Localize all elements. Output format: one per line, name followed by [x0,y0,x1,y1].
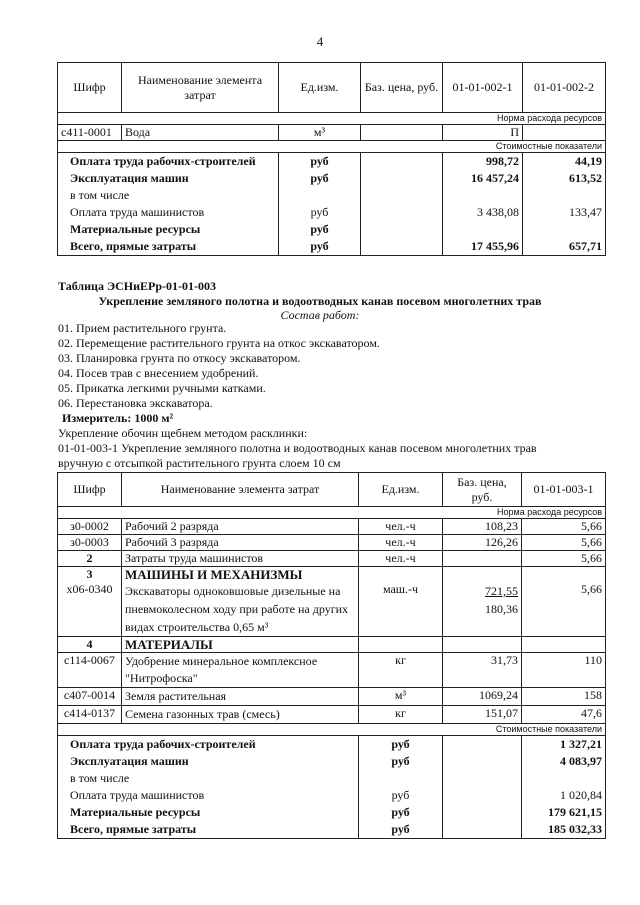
material-code: с414-0137 [58,706,122,724]
description-line-1: Укрепление обочин щебнем методом расклинки: [58,426,308,440]
composition-label: Состав работ: [280,308,360,322]
summary-unit: руб [359,736,443,754]
summary-name: Оплата труда рабочих-строителей [58,736,359,754]
resource-table-2 [57,472,606,839]
material-row [58,653,606,688]
row-name: Рабочий 3 разряда [122,535,359,551]
summary-val-1: 17 455,96 [443,238,523,256]
excavator-name: Экскаваторы одноковшовые дизельные на пневмоколесном ходу при работе на других видах строительства 0,65 м³ [122,582,359,637]
header-col-1: 01-01-003-1 [522,473,606,507]
row-price: 108,23 [443,519,522,535]
cost-label: Стоимостные показатели [58,141,606,153]
material-price: 1069,24 [443,688,522,706]
page-number: 4 [316,34,324,49]
summary-row [58,821,606,839]
material-row [58,688,606,706]
summary-unit: руб [279,170,361,187]
header-price: Баз. цена, руб. [361,63,443,113]
section-subtitle: Укрепление земляного полотна и водоотводных канав посевом многолетних трав [98,294,542,308]
meter-label: Измеритель: 1000 м² [62,411,174,425]
material-unit: м³ [359,688,443,706]
summary-row [58,753,606,770]
header-unit: Ед.изм. [359,473,443,507]
summary-unit: руб [279,153,361,171]
table-row [58,519,606,535]
excavator-unit: маш.-ч [359,582,443,637]
machines-num: 3 [58,567,122,583]
row-val: 5,66 [522,551,606,567]
row-name: Рабочий 2 разряда [122,519,359,535]
row-name: Вода [122,125,279,141]
summary-val-2 [523,221,606,238]
summary-row [58,238,606,256]
resource-table-1 [57,62,606,256]
summary-unit: руб [359,787,443,804]
work-step: 01. Прием растительного грунта. [58,321,227,335]
summary-val-1 [443,221,523,238]
row-unit: м³ [279,125,361,141]
excavator-price-2: 180,36 [485,602,518,616]
row-price [361,125,443,141]
material-unit: кг [359,653,443,688]
summary-row [58,170,606,187]
summary-val-2: 657,71 [523,238,606,256]
summary-val-1: 3 438,08 [443,204,523,221]
work-step: 03. Планировка грунта по откосу экскаватором. [58,351,301,365]
work-step: 05. Прикатка легкими ручными катками. [58,381,266,395]
row-val-2 [523,125,606,141]
material-price: 31,73 [443,653,522,688]
cost-label: Стоимостные показатели [58,724,606,736]
machines-header-row [58,567,606,583]
excavator-code: х06-0340 [58,582,122,637]
row-code: з0-0003 [58,535,122,551]
description-line-2: 01-01-003-1 Укрепление земляного полотна и водоотводных канав посевом многолетних трав [58,441,537,455]
material-val: 47,6 [522,706,606,724]
summary-name: Эксплуатация машин [58,753,359,770]
summary-row [58,804,606,821]
summary-unit: руб [359,821,443,839]
norm-label: Норма расхода ресурсов [58,113,606,125]
summary-name: Оплата труда машинистов [58,787,359,804]
summary-name: Материальные ресурсы [58,804,359,821]
summary-unit [359,770,443,787]
summary-val: 1 020,84 [522,787,606,804]
summary-empty [443,736,522,754]
work-step: 02. Перемещение растительного грунта на откос экскаватором. [58,336,380,350]
materials-title: МАТЕРИАЛЫ [122,637,359,653]
material-code: с114-0067 [58,653,122,688]
header-price: Баз. цена, руб. [443,473,522,507]
summary-name: Всего, прямые затраты [58,821,359,839]
row-code: 2 [58,551,122,567]
material-name: Удобрение минеральное комплексное "Нитрофоска" [122,653,359,688]
summary-row [58,770,606,787]
summary-val-1 [443,187,523,204]
summary-unit: руб [279,238,361,256]
summary-empty [443,787,522,804]
summary-val-2: 44,19 [523,153,606,171]
excavator-val: 5,66 [522,582,606,637]
work-step: 04. Посев трав с внесением удобрений. [58,366,259,380]
summary-row [58,221,606,238]
summary-empty [361,170,443,187]
material-name: Семена газонных трав (смесь) [122,706,359,724]
row-val-1: П [443,125,523,141]
materials-num: 4 [58,637,122,653]
summary-name: Оплата труда машинистов [58,204,279,221]
row-unit: чел.-ч [359,519,443,535]
material-row [58,706,606,724]
row-code: с411-0001 [58,125,122,141]
row-name: Затраты труда машинистов [122,551,359,567]
norm-label: Норма расхода ресурсов [58,507,606,519]
summary-unit: руб [279,204,361,221]
material-val: 110 [522,653,606,688]
summary-name: Оплата труда рабочих-строителей [58,153,279,171]
summary-empty [443,770,522,787]
summary-val: 1 327,21 [522,736,606,754]
header-name: Наименование элемента затрат [122,63,279,113]
summary-unit: руб [359,804,443,821]
summary-val [522,770,606,787]
summary-name: Всего, прямые затраты [58,238,279,256]
excavator-row [58,582,606,637]
summary-empty [443,821,522,839]
summary-val-2 [523,187,606,204]
row-unit: чел.-ч [359,551,443,567]
summary-val: 4 083,97 [522,753,606,770]
material-name: Земля растительная [122,688,359,706]
row-val: 5,66 [522,519,606,535]
summary-empty [361,204,443,221]
summary-empty [443,804,522,821]
summary-val-2: 613,52 [523,170,606,187]
materials-header-row [58,637,606,653]
summary-empty [361,153,443,171]
summary-val-1: 16 457,24 [443,170,523,187]
summary-empty [361,221,443,238]
summary-unit [279,187,361,204]
material-price: 151,07 [443,706,522,724]
material-val: 158 [522,688,606,706]
summary-name: Материальные ресурсы [58,221,279,238]
row-val: 5,66 [522,535,606,551]
description-line-3: вручную с отсыпкой растительного грунта слоем 10 см [58,456,341,470]
summary-name: в том числе [58,770,359,787]
summary-val: 185 032,33 [522,821,606,839]
material-unit: кг [359,706,443,724]
summary-unit: руб [279,221,361,238]
header-col-1: 01-01-002-1 [443,63,523,113]
row-price: 126,26 [443,535,522,551]
header-code: Шифр [58,63,122,113]
row-code: з0-0002 [58,519,122,535]
summary-row [58,736,606,754]
summary-empty [361,238,443,256]
summary-name: Эксплуатация машин [58,170,279,187]
table-row [58,535,606,551]
header-unit: Ед.изм. [279,63,361,113]
summary-val: 179 621,15 [522,804,606,821]
table-row [58,551,606,567]
summary-row [58,204,606,221]
table-row [58,125,606,141]
summary-empty [361,187,443,204]
work-step: 06. Перестановка экскаватора. [58,396,213,410]
summary-val-1: 998,72 [443,153,523,171]
excavator-price-1: 721,55 [485,584,518,598]
summary-empty [443,753,522,770]
header-code: Шифр [58,473,122,507]
summary-name: в том числе [58,187,279,204]
row-unit: чел.-ч [359,535,443,551]
summary-row [58,787,606,804]
summary-val-2: 133,47 [523,204,606,221]
row-price [443,551,522,567]
header-name: Наименование элемента затрат [122,473,359,507]
machines-title: МАШИНЫ И МЕХАНИЗМЫ [122,567,359,583]
summary-unit: руб [359,753,443,770]
table-title: Таблица ЭСНиЕРр-01-01-003 [58,279,217,293]
header-col-2: 01-01-002-2 [523,63,606,113]
summary-row [58,153,606,171]
summary-row [58,187,606,204]
material-code: с407-0014 [58,688,122,706]
